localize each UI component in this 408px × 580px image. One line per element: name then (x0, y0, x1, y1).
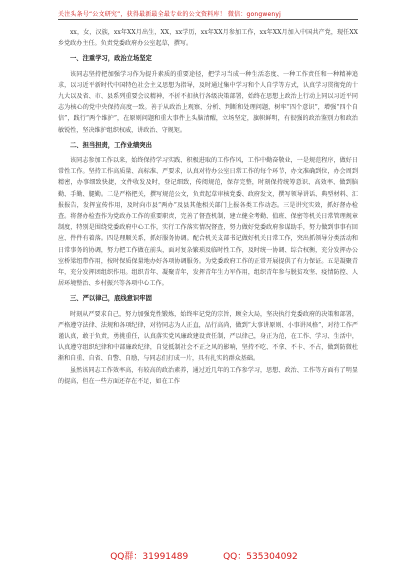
section-3-paragraph-1: 时刻从严要求自己，努力加强党性锻炼，始终牢记党的宗旨，顾全大局，坚决执行党委政府的决策和部署，严格遵守法律、法规和各项纪律，对待同志为人正直，品行高尚，做到“大事讲原则、小事讲风格”，对待工作严谨认真，敢于负责，勇挑重任，认真落实党风廉政建设责任制，严以律己，身正为范，在工作、学习、生活中，认真遵守组织纪律和中部廉政纪律，自觉抵制社会不正之风的影响，坚持不吃、不拿、不卡、不占，做到防微杜渐和自重、自省、自警、自励，与同志们打成一片，具有扎实的群众基础。 (58, 310, 358, 363)
intro-paragraph: xx，女，汉族，xx年XX月出生，XX，xx学历，xx年XX月参加工作，xx年XX月加入中国共产党，现任XX乡党政办主任。负责党委政府办公室起草，撰写。 (58, 29, 358, 48)
section-heading-2: 二、担当担责，工作业绩突出 (70, 141, 152, 149)
header-banner: 关注头条号“公文研究”，获得最新最全最专业的公文资料库！ 微信：gongwenyj (58, 11, 282, 18)
header-divider (58, 19, 358, 20)
section-2-paragraph: 该同志参加工作以来，始终保持学习实践、积极进取的工作作风，工作中勤奋敬业，一是规范程序，做好日常性工作。坚持工作高质量、高标准、严要求，认真对待办公室日常工作的每个环节，办文准确到位，办会周到精密，办事细致快捷，文件收发及时，登记细致，传阅规范，保存完整，时刻保持统筹意识、高效率、做到脑勤、手勤、腿勤。二是严格把关，撰写规范公文，负责起草审核党委、政府发文，撰写领导讲话、典型材料、汇报报告，发挥宣传作用，及时向市县“两办”及县其他相关部门上报各类工作动态。三是讲究实效，抓好督办检查。将督办检查作为党政办工作的重要职责，完善了督查机制，建立健全考勤、值班、保密等机关日常管理规章制度，特别是围绕党委政府中心工作，实行工作落实情况督查，努力做好党委政府参谋助手，努力做到事事有回应、件件有着落。四是理顺关系，抓好服务协调。配合机关支部书记做好机关日常工作，突出抓领导分类活动和日常事务的协调，努力把工作做在前头，面对复杂繁琐及临时性工作，及时统一协调、综合权衡，充分发挥办公室桥梁纽带作用，按时保质保量地办好各项协调服务。为党委政府工作的正常开展提供了有力保证。五是凝聚青年，充分发挥团组织作用。组织青年、凝聚青年，发挥青年生力军作用，组织青年参与脱贫攻坚、疫情防控、人居环境整治、乡村振兴等各项中心工作。 (58, 157, 358, 288)
section-heading-3: 三、严以律己，底线意识牢固 (70, 295, 152, 303)
footer-qq-group: QQ群：31991489 (110, 552, 189, 562)
footer-contact (0, 549, 408, 562)
document-body (58, 27, 358, 387)
section-heading-1: 一、注重学习，政治立场坚定 (70, 55, 152, 63)
section-3-paragraph-2: 虽然该同志工作效率高，有较高的政治素养，通过近几年的工作参学习，思想、政治、工作等方面有了明显的提高，但在一些方面还存在不足，如在工作 (58, 366, 358, 385)
footer-qq-number: QQ：535304092 (223, 552, 298, 562)
section-1-paragraph: 该同志坚持把加强学习作为提升素质的重要途径，把学习当成一种生活态度、一种工作责任和一种精神追求，以习近平新时代中国特色社会主义思想为指导，及时通过集中学习和个人自学等方式，认真学习贯彻党的十九大以及省、市、县系列重要会议精神，不折不扣执行各级决策部署，始终在思想上政治上行动上同以习近平同志为核心的党中央保持高度一致。善于从政治上观察、分析、判断和处理问题，树牢“四个意识”，增强“四个自信”，践行“两个维护”，在原则问题和重大事件上头脑清醒，立场坚定，旗帜鲜明，有很强的政治鉴别力和政治敏锐性，坚决维护组织权威，讲政治、守规矩。 (58, 70, 358, 134)
